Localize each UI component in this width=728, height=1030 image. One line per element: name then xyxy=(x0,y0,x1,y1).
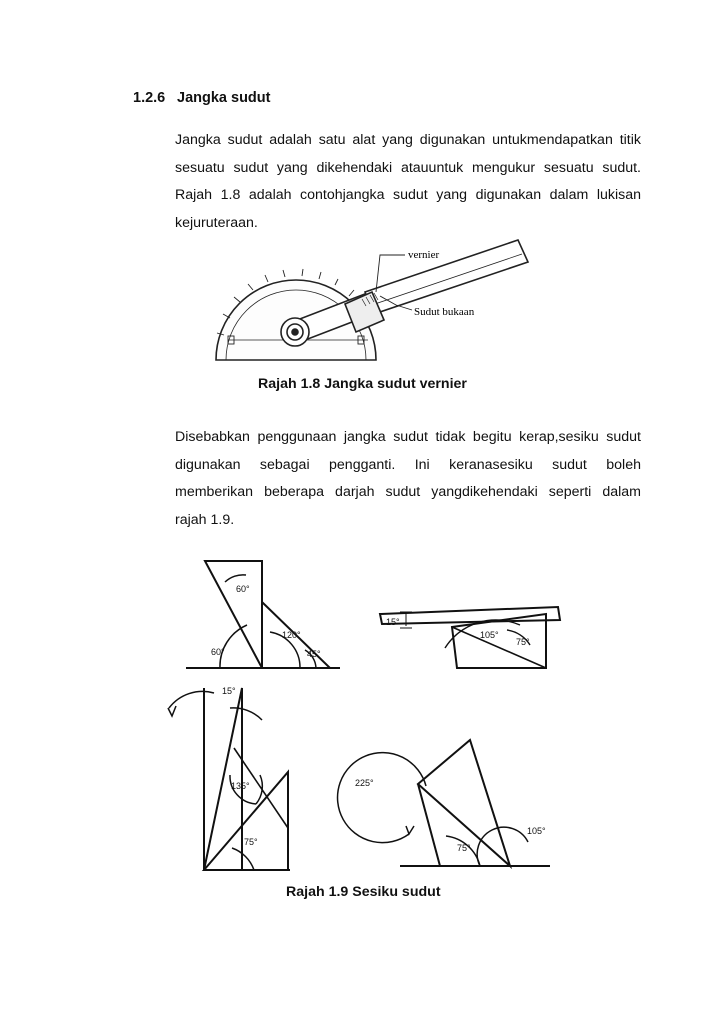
paragraph-line: Disebabkan penggunaan jangka sudut tidak begitu kerap,sesiku sudut xyxy=(175,429,641,445)
angle-label: 105° xyxy=(527,826,546,836)
angle-label: 75° xyxy=(516,637,530,647)
paragraph-line: Rajah 1.8 adalah contohjangka sudut yang digunakan dalam lukisan xyxy=(175,187,641,204)
figure-2-caption: Rajah 1.9 Sesiku sudut xyxy=(286,884,441,900)
paragraph-line: kejuruteraan. xyxy=(175,214,258,231)
vernier-label: vernier xyxy=(408,249,440,261)
angle-label: 15° xyxy=(386,617,400,627)
angle-label: 120° xyxy=(282,630,301,640)
angle-label: 60° xyxy=(211,647,225,657)
paragraph-line: memberikan beberapa darjah sudut yangdikehendaki seperti dalam xyxy=(175,484,641,501)
angle-label: 15° xyxy=(222,686,236,696)
opening-angle-label: Sudut bukaan xyxy=(414,306,475,318)
paragraph-line: rajah 1.9. xyxy=(175,511,235,528)
angle-label: 105° xyxy=(480,630,499,640)
figure-1-caption: Rajah 1.8 Jangka sudut vernier xyxy=(258,376,467,392)
section-number: 1.2.6 xyxy=(133,90,166,106)
angle-label: 75° xyxy=(457,843,471,853)
angle-label: 75° xyxy=(244,837,258,847)
angle-label: 45° xyxy=(307,649,321,659)
section-title: Jangka sudut xyxy=(177,90,271,106)
angle-label: 135° xyxy=(231,781,250,791)
angle-label: 225° xyxy=(355,778,374,788)
angle-label: 60° xyxy=(236,584,250,594)
paragraph-line: sesuatu sudut yang dikehendaki atauuntuk mengukur sesuatu sudut. xyxy=(175,159,641,176)
paragraph-line: Jangka sudut adalah satu alat yang digunakan untukmendapatkan titik xyxy=(175,132,641,148)
paragraph-line: digunakan sebagai pengganti. Ini keranasesiku sudut boleh xyxy=(175,456,641,473)
